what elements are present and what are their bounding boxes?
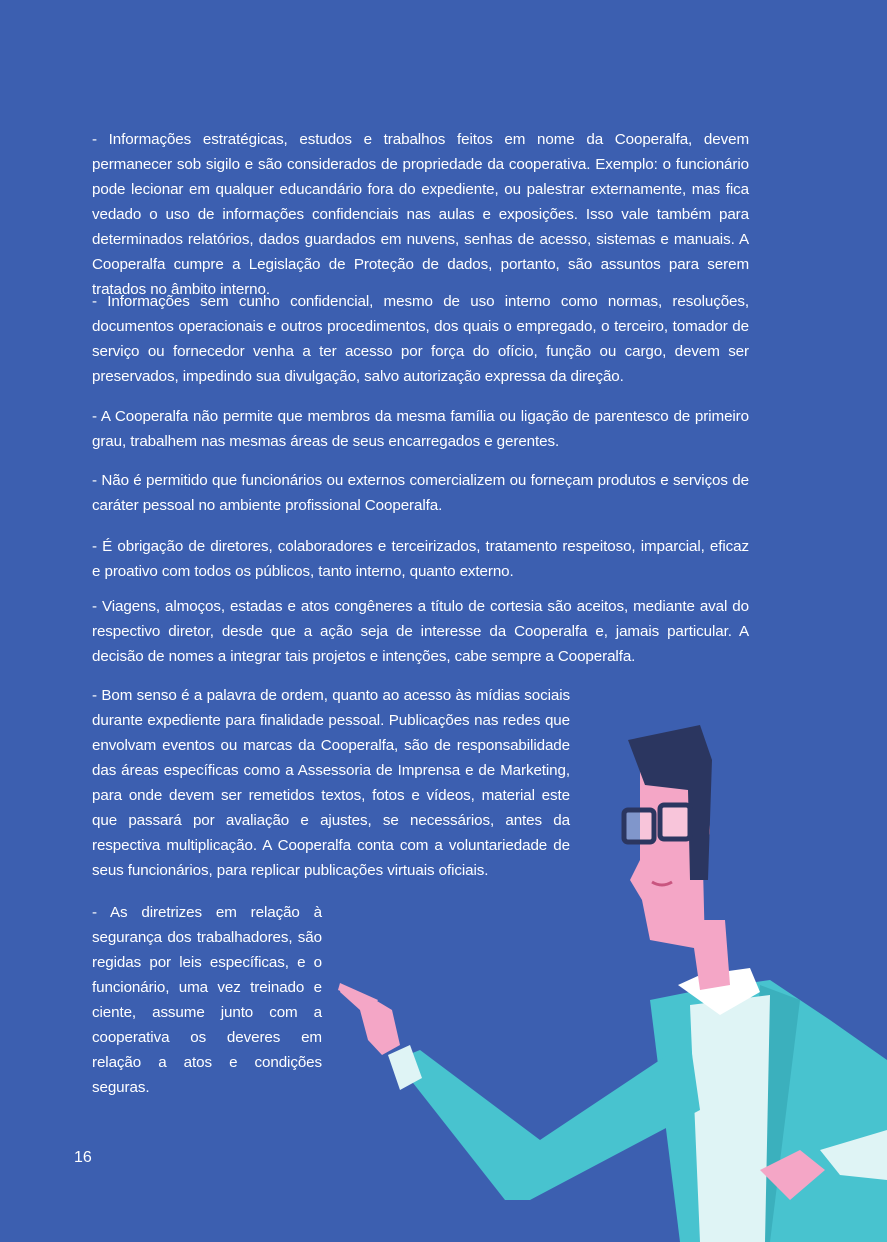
glasses-right-lens (660, 805, 690, 839)
paragraph-worker-safety: - As diretrizes em relação à segurança dos trabalhadores, são regidas por leis específicas, e o funcionário, uma vez treinado e ciente, assume junto com a cooperativa os deveres em relação a atos e condições seguras. (92, 904, 322, 1096)
paragraph-respect-obligation: - É obrigação de diretores, colaboradores e terceirizados, tratamento respeitoso, imparcial, eficaz e proativo com todos os públicos, tanto interno, quanto externo. (92, 538, 749, 580)
paragraph-social-media: - Bom senso é a palavra de ordem, quanto ao acesso às mídias sociais durante expediente para finalidade pessoal. Publicações nas redes que envolvam eventos ou marcas da Cooperalfa, são de responsabilidade das áreas específicas como a Assessoria de Imprensa e de Marketing, para onde devem ser remetidos textos, fotos e vídeos, material este que passará por avaliação e ajustes, se necessários, antes da respectiva multiplicação. A Cooperalfa conta com a voluntariedade de seus funcionários, para replicar publicações virtuais oficiais. (92, 687, 570, 879)
glasses-left-lens (624, 810, 654, 842)
paragraph-courtesy-trips: - Viagens, almoços, estadas e atos congêneres a título de cortesia são aceitos, mediante aval do respectivo diretor, desde que a ação seja de interesse da Cooperalfa e, jamais particular. A decisão de nomes a integrar tais projetos e intenções, cabe sempre a Cooperalfa. (92, 598, 749, 665)
page-number: 16 (74, 1149, 92, 1166)
pointing-man-illustration (330, 720, 887, 1242)
paragraph-confidential-info: - Informações estratégicas, estudos e trabalhos feitos em nome da Cooperalfa, devem permanecer sob sigilo e são considerados de propriedade da cooperativa. Exemplo: o funcionário pode lecionar em qualquer educandário fora do expediente, ou palestrar externamente, mas fica vedado o uso de informações confidenciais nas aulas e exposições. Isso vale também para determinados relatórios, dados guardados em nuvens, senhas de acesso, sistemas e manuais. A Cooperalfa cumpre a Legislação de Proteção de dados, portanto, são assuntos para serem tratados no âmbito interno. (92, 131, 749, 298)
coat-sleeve (395, 1040, 700, 1200)
paragraph-family-policy: - A Cooperalfa não permite que membros da mesma família ou ligação de parentesco de primeiro grau, trabalhem nas mesmas áreas de seus encarregados e gerentes. (92, 408, 749, 450)
shirt (690, 995, 770, 1242)
paragraph-commerce-policy: - Não é permitido que funcionários ou externos comercializem ou forneçam produtos e serviços de caráter pessoal no ambiente profissional Cooperalfa. (92, 472, 749, 514)
paragraph-non-confidential-info: - Informações sem cunho confidencial, mesmo de uso interno como normas, resoluções, documentos operacionais e outros procedimentos, dos quais o empregado, o terceiro, tomador de serviço ou fornecedor venha a ter acesso por força do ofício, função ou cargo, devem ser preservados, impedindo sua divulgação, salvo autorização expressa da direção. (92, 293, 749, 385)
pointing-hand (340, 985, 400, 1055)
